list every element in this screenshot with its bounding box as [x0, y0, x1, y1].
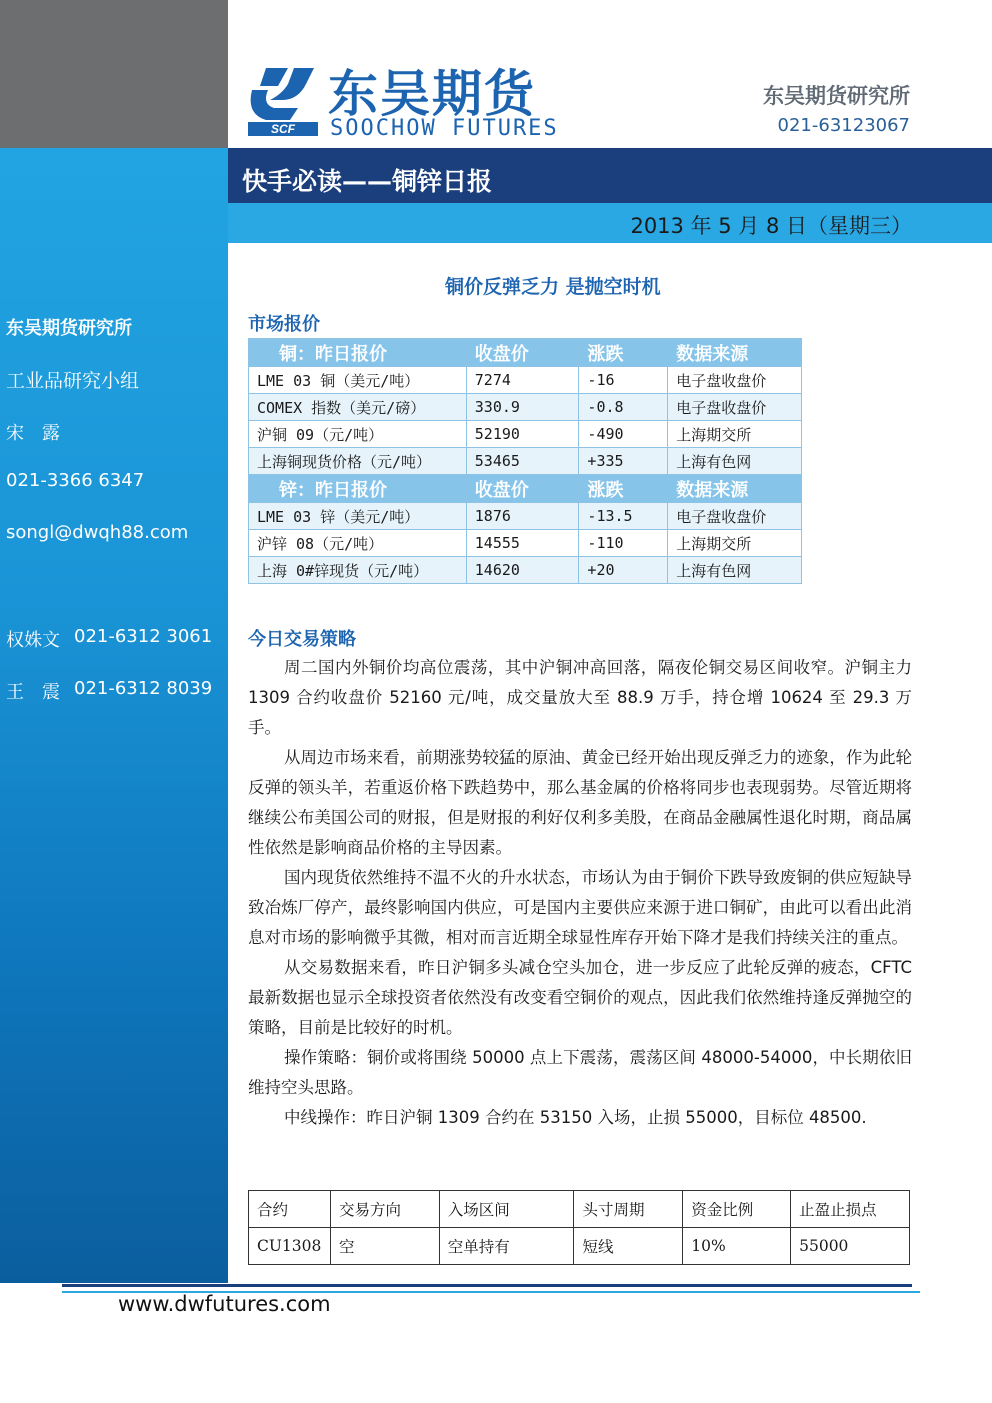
strategy-paragraph: 周二国内外铜价均高位震荡，其中沪铜冲高回落，隔夜伦铜交易区间收窄。沪铜主力 1309 合约收盘价 52160 元/吨，成交量放大至 88.9 万手，持仓增 10624 至 29.3 万手。 [248, 658, 912, 737]
table-cell: CU1308 [249, 1228, 331, 1265]
logo-english-name: SOOCHOW FUTURES [330, 116, 559, 141]
table-cell: -13.5 [579, 503, 668, 530]
table-header-cell: 资金比例 [683, 1191, 791, 1228]
table-cell: -0.8 [579, 394, 668, 421]
report-title: 快手必读——铜锌日报 [242, 167, 493, 196]
table-header-cell: 合约 [249, 1191, 331, 1228]
table-cell: 7274 [466, 367, 579, 394]
table-header-row [249, 475, 802, 503]
sidebar-contact-phone: 021-6312 8039 [74, 678, 213, 699]
table-header-cell: 头寸周期 [574, 1191, 683, 1228]
institute-phone: 021-63123067 [777, 115, 910, 136]
table-cell: 上海有色网 [668, 557, 802, 584]
table-cell: 14555 [466, 530, 579, 557]
table-cell: 电子盘收盘价 [668, 503, 802, 530]
sidebar-gray-block [0, 0, 228, 148]
table-row [249, 448, 802, 475]
sidebar-contact-name: 王 震 [6, 682, 60, 703]
table-row [249, 394, 802, 421]
scf-logo-icon [248, 64, 318, 136]
table-row [249, 1228, 910, 1265]
strategy-paragraph: 中线操作：昨日沪铜 1309 合约在 53150 入场，止损 55000，目标位 48500. [284, 1108, 867, 1127]
sidebar-analyst-phone: 021-3366 6347 [6, 470, 145, 491]
table-header-cell: 收盘价 [466, 339, 579, 367]
report-title-bar [228, 148, 992, 203]
sidebar-analyst-email[interactable]: songl@dwqh88.com [6, 522, 189, 543]
market-quote-table [248, 338, 802, 584]
logo-chinese-name: 东吴期货 [328, 65, 536, 123]
table-cell: 53465 [466, 448, 579, 475]
sidebar-contact-name: 权姝文 [6, 630, 60, 651]
table-cell: -16 [579, 367, 668, 394]
table-header-cell: 涨跌 [579, 339, 668, 367]
table-cell: LME 03 锌（美元/吨） [249, 503, 467, 530]
strategy-paragraph: 国内现货依然维持不温不火的升水状态，市场认为由于铜价下跌导致废铜的供应短缺导致冶炼厂停产，最终影响国内供应，可是国内主要供应来源于进口铜矿，由此可以看出此消息对市场的影响微乎其微，相对而言近期全球显性库存开始下降才是我们持续关注的重点。 [248, 868, 912, 947]
strategy-paragraph: 操作策略：铜价或将围绕 50000 点上下震荡，震荡区间 48000-54000，中长期依旧维持空头思路。 [248, 1048, 912, 1097]
report-date: 2013 年 5 月 8 日（星期三） [630, 214, 912, 238]
strategy-body [248, 653, 912, 1133]
table-cell: 10% [683, 1228, 791, 1265]
table-cell: 短线 [574, 1228, 683, 1265]
table-cell: 沪铜 09（元/吨） [249, 421, 467, 448]
table-header-cell: 收盘价 [466, 475, 579, 503]
table-row [249, 421, 802, 448]
table-header-cell: 数据来源 [668, 475, 802, 503]
table-header-cell: 数据来源 [668, 339, 802, 367]
sidebar-group: 工业品研究小组 [6, 370, 140, 392]
table-cell: -490 [579, 421, 668, 448]
sidebar-analyst: 宋 露 [6, 423, 60, 444]
table-header-cell: 交易方向 [330, 1191, 439, 1228]
table-cell: LME 03 铜（美元/吨） [249, 367, 467, 394]
footer-divider [62, 1284, 912, 1287]
table-cell: 空 [330, 1228, 439, 1265]
table-cell: 上海铜现货价格（元/吨） [249, 448, 467, 475]
table-row [249, 557, 802, 584]
institute-name: 东吴期货研究所 [763, 84, 910, 108]
market-section-title: 市场报价 [248, 314, 320, 335]
sidebar-contact-phone: 021-6312 3061 [74, 626, 213, 647]
table-cell: 上海期交所 [668, 421, 802, 448]
table-cell: +335 [579, 448, 668, 475]
table-cell: 上海有色网 [668, 448, 802, 475]
report-date-bar [228, 203, 992, 243]
table-header-cell: 止盈止损点 [791, 1191, 910, 1228]
table-cell: -110 [579, 530, 668, 557]
logo-abbr: SCF [271, 122, 295, 136]
strategy-paragraph: 从周边市场来看，前期涨势较猛的原油、黄金已经开始出现反弹乏力的迹象，作为此轮反弹的领头羊，若重返价格下跌趋势中，那么基金属的价格将同步也表现弱势。尽管近期将继续公布美国公司的财报，但是财报的利好仅利多美股，在商品金融属性退化时期，商品属性依然是影响商品价格的主导因素。 [248, 748, 912, 857]
table-cell: 沪锌 08（元/吨） [249, 530, 467, 557]
table-header-row [249, 1191, 910, 1228]
table-cell: 330.9 [466, 394, 579, 421]
report-headline: 铜价反弹乏力 是抛空时机 [445, 276, 661, 298]
table-cell: +20 [579, 557, 668, 584]
table-cell: 上海 0#锌现货（元/吨） [249, 557, 467, 584]
table-row [249, 530, 802, 557]
table-cell: 1876 [466, 503, 579, 530]
table-cell: 14620 [466, 557, 579, 584]
table-cell: 上海期交所 [668, 530, 802, 557]
sidebar-org: 东吴期货研究所 [6, 318, 132, 339]
table-header-cell: 锌：昨日报价 [249, 475, 467, 503]
footer-website-link[interactable]: www.dwfutures.com [118, 1292, 331, 1316]
table-cell: 电子盘收盘价 [668, 394, 802, 421]
table-header-cell: 铜：昨日报价 [249, 339, 467, 367]
table-cell: COMEX 指数（美元/磅） [249, 394, 467, 421]
table-cell: 52190 [466, 421, 579, 448]
table-row [249, 503, 802, 530]
table-header-row [249, 339, 802, 367]
table-row [249, 367, 802, 394]
strategy-section-title: 今日交易策略 [248, 629, 356, 650]
table-header-cell: 涨跌 [579, 475, 668, 503]
table-header-cell: 入场区间 [439, 1191, 574, 1228]
position-table [248, 1190, 910, 1265]
table-cell: 空单持有 [439, 1228, 574, 1265]
strategy-paragraph: 从交易数据来看，昨日沪铜多头减仓空头加仓，进一步反应了此轮反弹的疲态，CFTC 最新数据也显示全球投资者依然没有改变看空铜价的观点，因此我们依然维持逢反弹抛空的策略，目前是比较好的时机。 [248, 958, 912, 1037]
table-cell: 55000 [791, 1228, 910, 1265]
table-cell: 电子盘收盘价 [668, 367, 802, 394]
